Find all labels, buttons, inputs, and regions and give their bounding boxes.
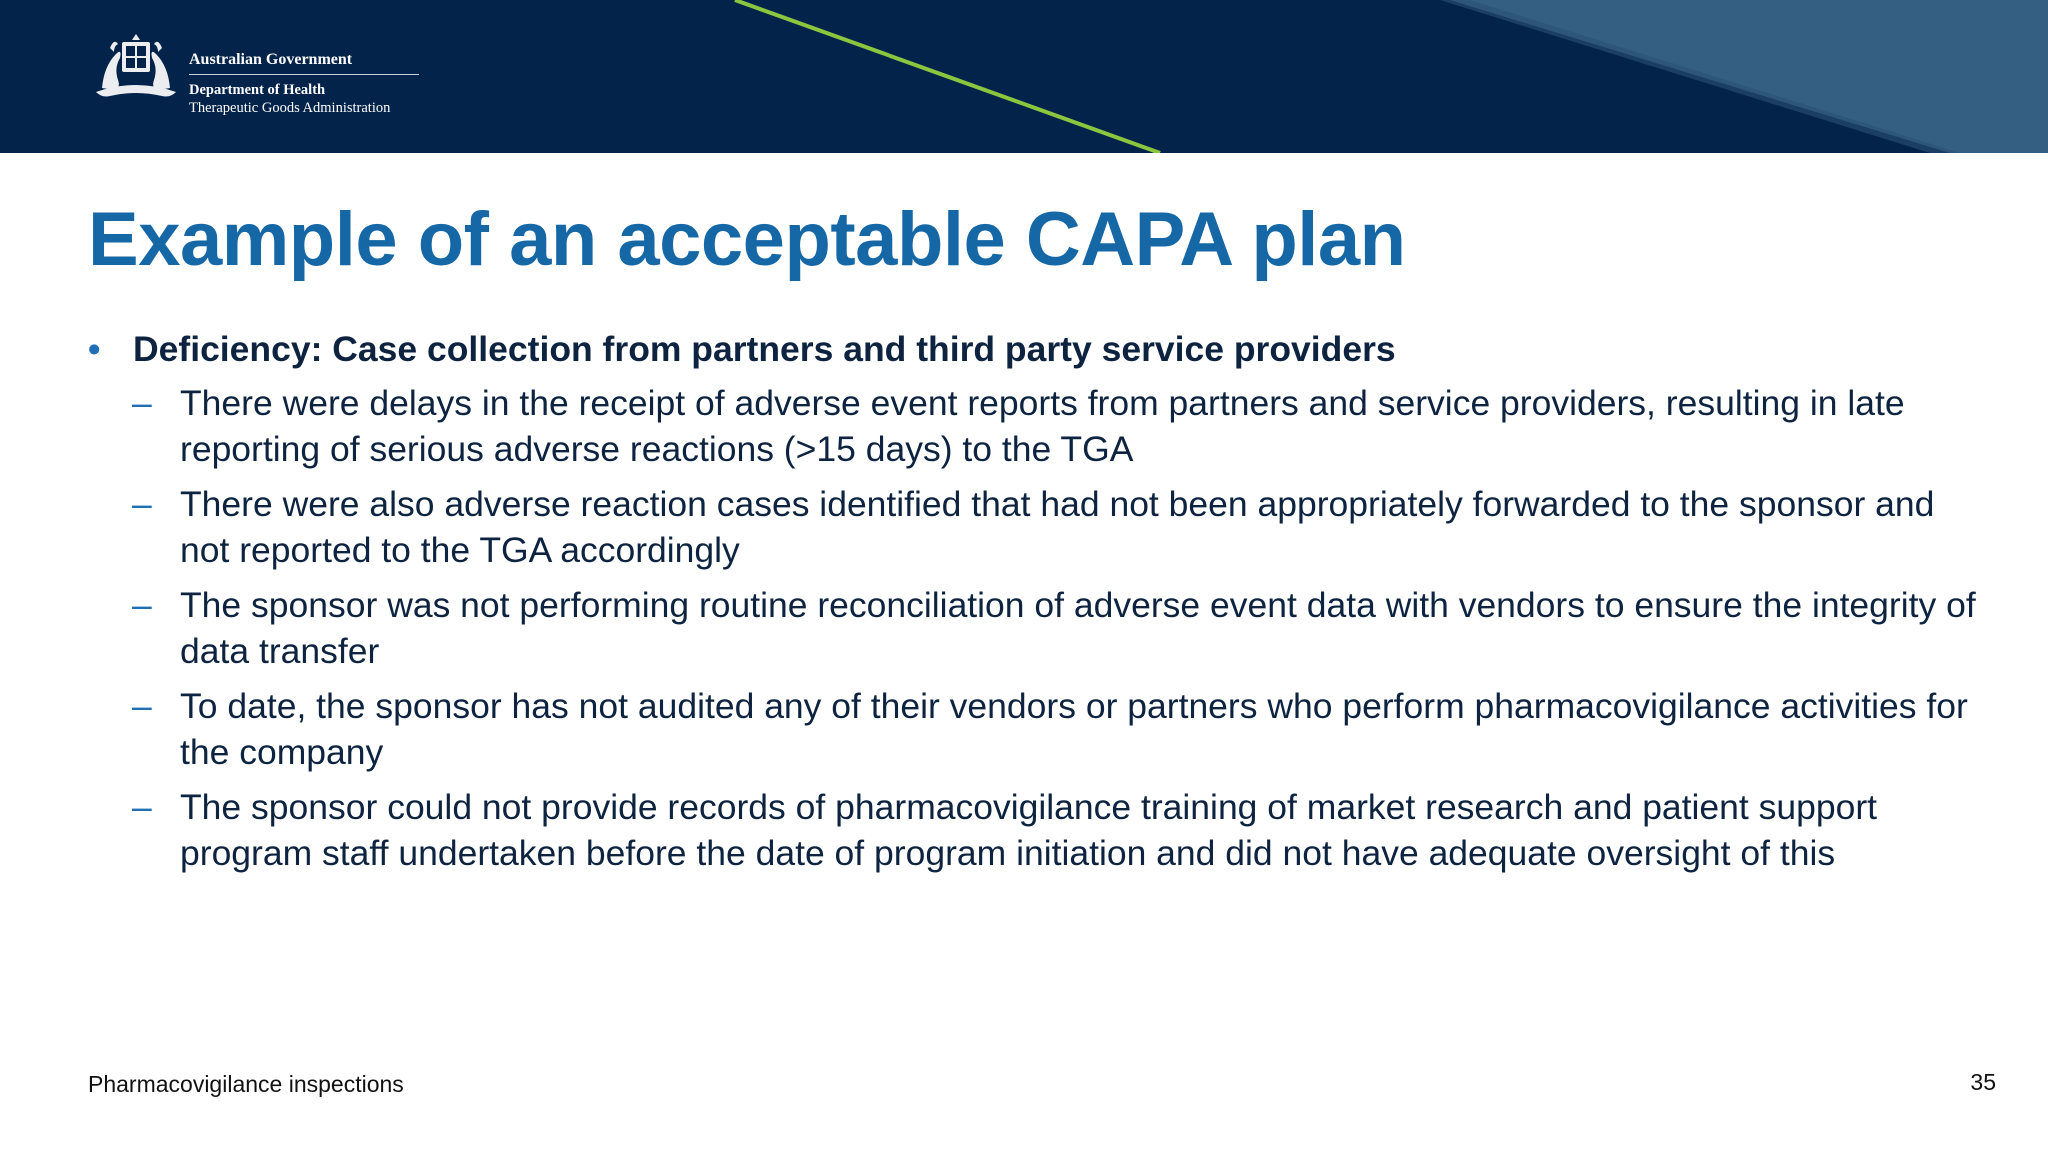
slide-title: Example of an acceptable CAPA plan (88, 197, 1406, 282)
department-name: Department of Health (189, 82, 326, 98)
dash-icon: – (132, 585, 152, 625)
deficiency-bullet (88, 326, 1988, 372)
finding-item (88, 582, 1988, 674)
deficiency-label: Deficiency: Case collection from partners and third party service providers (133, 329, 1396, 369)
finding-text: To date, the sponsor has not audited any of their vendors or partners who perform pharmacovigilance activities for the company (180, 686, 1968, 772)
dash-icon: – (132, 383, 152, 423)
finding-item (88, 481, 1988, 573)
dash-icon: – (132, 484, 152, 524)
finding-text: There were delays in the receipt of adverse event reports from partners and service providers, resulting in late reporting of serious adverse reactions (>15 days) to the TGA (180, 383, 1905, 469)
dash-icon: – (132, 686, 152, 726)
footer-label: Pharmacovigilance inspections (88, 1071, 404, 1097)
finding-text: There were also adverse reaction cases identified that had not been appropriately forwarded to the sponsor and not reported to the TGA accordingly (180, 484, 1935, 570)
finding-text: The sponsor was not performing routine reconciliation of adverse event data with vendors to ensure the integrity of data transfer (180, 585, 1976, 671)
gov-name: Australian Government (189, 50, 419, 75)
dash-icon: – (132, 787, 152, 827)
page-number: 35 (1970, 1069, 1996, 1095)
slide-content (88, 326, 1988, 876)
government-text (189, 50, 519, 117)
finding-text: The sponsor could not provide records of pharmacovigilance training of market research and patient support program staff undertaken before the date of program initiation and did not have adequate oversight of this (180, 787, 1878, 873)
finding-list (88, 380, 1988, 876)
header-banner (0, 0, 2048, 153)
finding-item (88, 784, 1988, 876)
bullet-dot-icon: • (88, 329, 101, 369)
finding-item (88, 683, 1988, 775)
agency-name: Therapeutic Goods Administration (189, 100, 391, 116)
finding-item (88, 380, 1988, 472)
coat-of-arms-icon (90, 30, 182, 102)
